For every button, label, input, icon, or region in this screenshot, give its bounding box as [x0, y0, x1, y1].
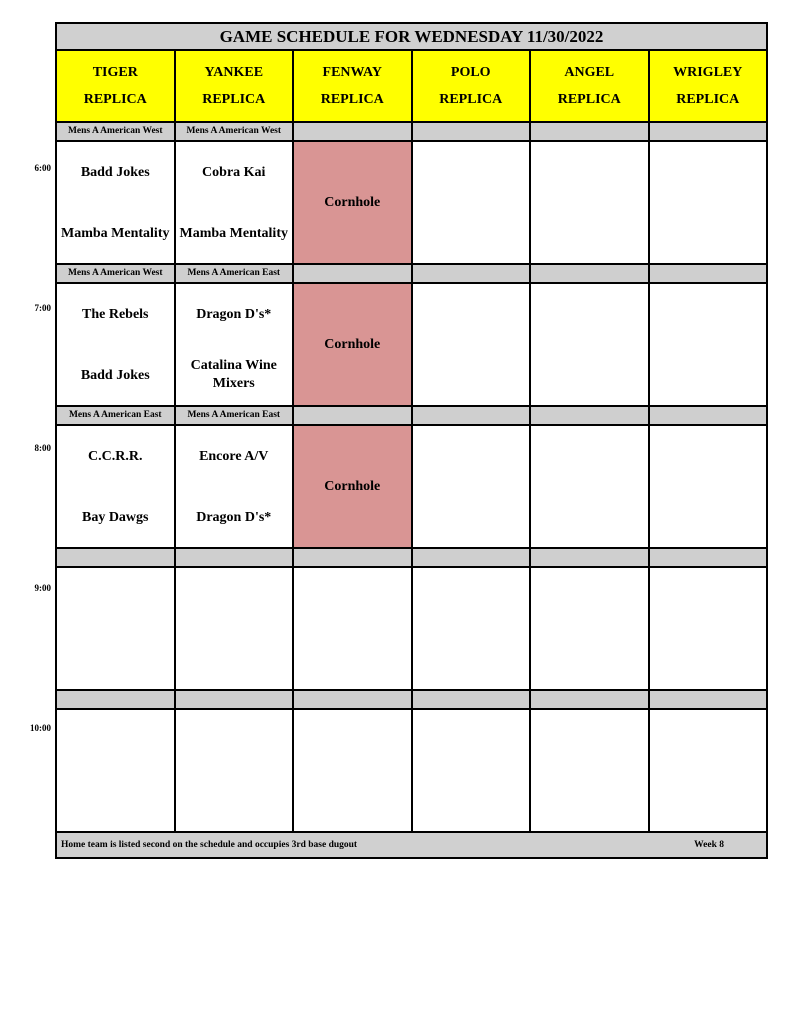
division-label: Mens A American East — [57, 407, 176, 424]
division-label: Mens A American West — [57, 123, 176, 140]
empty-cell — [650, 426, 767, 547]
empty-cell — [413, 710, 532, 831]
event-label: Cornhole — [324, 195, 381, 210]
empty-cell — [531, 710, 650, 831]
empty-cell — [57, 568, 176, 689]
game-cell — [176, 142, 295, 263]
home-team: Mamba Mentality — [61, 226, 170, 241]
field-header-polo: POLO REPLICA — [413, 51, 532, 121]
time-label-10-00: 10:00 — [30, 723, 51, 733]
away-team: Cobra Kai — [202, 165, 266, 180]
week-label: Week 8 — [694, 840, 724, 850]
field-header-row — [57, 51, 766, 123]
empty-cell — [413, 426, 532, 547]
field-header-fenway: FENWAY REPLICA — [294, 51, 413, 121]
home-team: Catalina Wine Mixers — [190, 358, 277, 391]
home-team: Dragon D's* — [196, 510, 272, 525]
division-label: Mens A American West — [57, 265, 176, 282]
empty-cell — [531, 426, 650, 547]
division-label: Mens A American West — [176, 123, 295, 140]
home-team: Bay Dawgs — [81, 510, 149, 525]
event-label: Cornhole — [324, 337, 381, 352]
empty-cell — [176, 710, 295, 831]
schedule-title: GAME SCHEDULE FOR WEDNESDAY 11/30/2022 — [57, 24, 766, 51]
empty-cell — [650, 568, 767, 689]
time-slot-row — [57, 426, 766, 549]
event-cell — [294, 142, 413, 263]
game-cell — [57, 426, 176, 547]
away-team: Encore A/V — [199, 449, 269, 464]
division-label: Mens A American East — [176, 407, 295, 424]
empty-cell — [531, 142, 650, 263]
empty-cell — [650, 142, 767, 263]
field-header-angel: ANGEL REPLICA — [531, 51, 650, 121]
time-label-6-00: 6:00 — [34, 163, 51, 173]
empty-cell — [531, 568, 650, 689]
empty-cell — [650, 710, 767, 831]
empty-cell — [57, 710, 176, 831]
game-cell — [57, 284, 176, 405]
game-cell — [176, 284, 295, 405]
empty-cell — [176, 568, 295, 689]
away-team: Badd Jokes — [80, 165, 150, 180]
empty-cell — [413, 284, 532, 405]
schedule-table — [55, 22, 768, 859]
event-cell — [294, 284, 413, 405]
field-header-yankee: YANKEE REPLICA — [176, 51, 295, 121]
empty-cell — [531, 284, 650, 405]
time-slot-row — [57, 568, 766, 691]
away-team: C.C.R.R. — [88, 449, 143, 464]
empty-cell — [413, 142, 532, 263]
empty-cell — [413, 568, 532, 689]
division-row — [57, 691, 766, 710]
away-team: Dragon D's* — [196, 307, 272, 322]
home-team: Badd Jokes — [80, 368, 150, 383]
game-cell — [176, 426, 295, 547]
division-row — [57, 123, 766, 142]
away-team: The Rebels — [82, 307, 149, 322]
time-label-8-00: 8:00 — [34, 443, 51, 453]
time-slot-row — [57, 284, 766, 407]
division-label: Mens A American East — [176, 265, 295, 282]
time-label-9-00: 9:00 — [34, 583, 51, 593]
empty-cell — [294, 710, 413, 831]
empty-cell — [650, 284, 767, 405]
event-cell — [294, 426, 413, 547]
schedule-footer — [57, 833, 766, 857]
field-header-wrigley: WRIGLEY REPLICA — [650, 51, 767, 121]
game-cell — [57, 142, 176, 263]
home-team: Mamba Mentality — [179, 226, 288, 241]
time-slot-row — [57, 142, 766, 265]
time-slot-row — [57, 710, 766, 833]
division-row — [57, 265, 766, 284]
division-row — [57, 549, 766, 568]
time-label-7-00: 7:00 — [34, 303, 51, 313]
field-header-tiger: TIGER REPLICA — [57, 51, 176, 121]
division-row — [57, 407, 766, 426]
event-label: Cornhole — [324, 479, 381, 494]
footer-note: Home team is listed second on the schedule and occupies 3rd base dugout — [61, 840, 358, 850]
empty-cell — [294, 568, 413, 689]
